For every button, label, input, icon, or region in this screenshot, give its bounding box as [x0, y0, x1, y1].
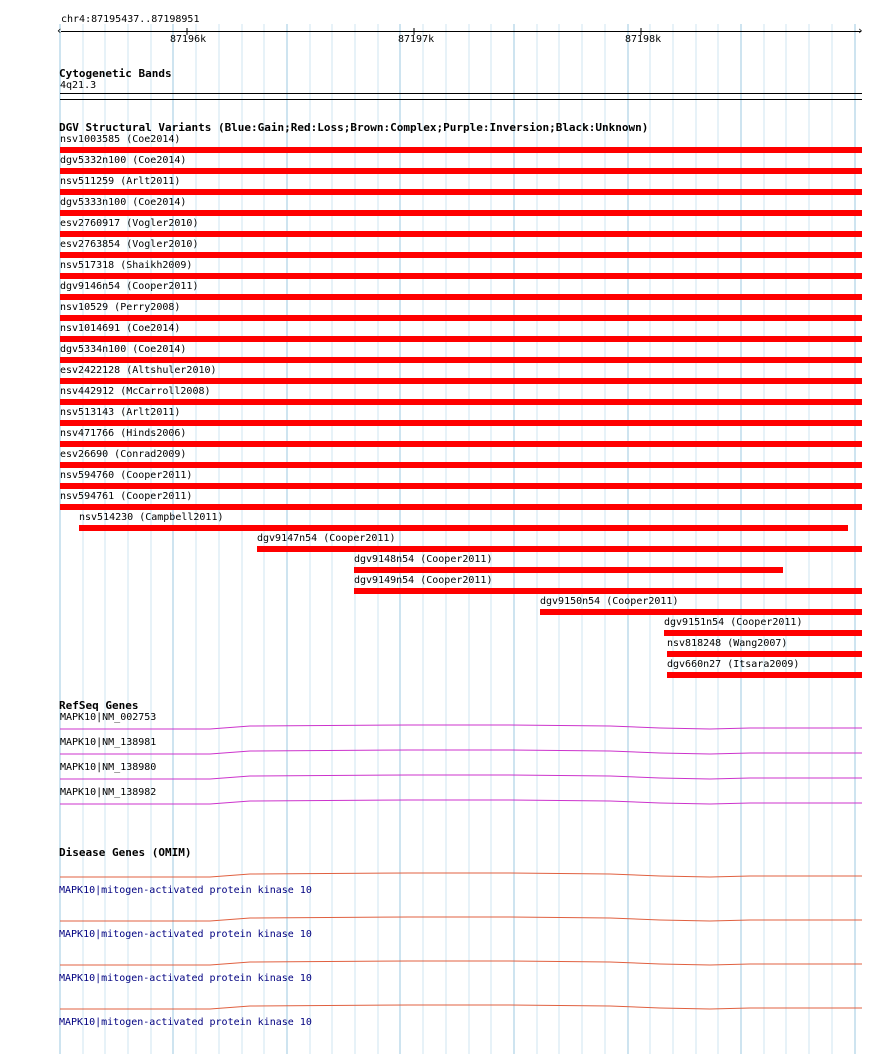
- dgv-variant-label[interactable]: nsv517318 (Shaikh2009): [60, 260, 193, 271]
- dgv-variant-label[interactable]: nsv514230 (Campbell2011): [79, 512, 224, 523]
- omim-entry-label[interactable]: MAPK10|mitogen-activated protein kinase 10: [59, 885, 312, 896]
- omim-track-title[interactable]: Disease Genes (OMIM): [59, 846, 192, 859]
- dgv-variant-label[interactable]: dgv9147n54 (Cooper2011): [257, 533, 396, 544]
- omim-entry-label[interactable]: MAPK10|mitogen-activated protein kinase 10: [59, 1017, 312, 1028]
- dgv-variant-label[interactable]: esv2760917 (Vogler2010): [60, 218, 199, 229]
- dgv-variant-label[interactable]: dgv9146n54 (Cooper2011): [60, 281, 199, 292]
- refseq-gene-label[interactable]: MAPK10|NM_002753: [60, 712, 157, 723]
- dgv-variant-label[interactable]: nsv471766 (Hinds2006): [60, 428, 187, 439]
- refseq-gene-model: [60, 750, 862, 754]
- refseq-gene-model: [60, 775, 862, 779]
- refseq-gene-label[interactable]: MAPK10|NM_138981: [60, 737, 157, 748]
- ruler-right-arrow: ›: [857, 24, 864, 37]
- dgv-variant-label[interactable]: dgv9148n54 (Cooper2011): [354, 554, 493, 565]
- refseq-track-title[interactable]: RefSeq Genes: [59, 699, 139, 712]
- omim-gene-model: [60, 961, 862, 965]
- ruler-location: chr4:87195437..87198951: [61, 14, 200, 25]
- dgv-variant-label[interactable]: dgv660n27 (Itsara2009): [667, 659, 800, 670]
- ruler-tick-label: 87197k: [398, 34, 435, 45]
- dgv-variant-label[interactable]: dgv5332n100 (Coe2014): [60, 155, 187, 166]
- dgv-variant-label[interactable]: esv2422128 (Altshuler2010): [60, 365, 217, 376]
- omim-gene-model: [60, 917, 862, 921]
- dgv-variant-label[interactable]: dgv9150n54 (Cooper2011): [540, 596, 679, 607]
- refseq-gene-label[interactable]: MAPK10|NM_138982: [60, 787, 157, 798]
- omim-gene-model: [60, 1005, 862, 1009]
- cytoband-track-title[interactable]: Cytogenetic Bands: [59, 67, 172, 80]
- dgv-variant-label[interactable]: nsv10529 (Perry2008): [60, 302, 181, 313]
- ruler-tick-label: 87198k: [625, 34, 662, 45]
- refseq-gene-label[interactable]: MAPK10|NM_138980: [60, 762, 157, 773]
- dgv-variant-label[interactable]: nsv511259 (Arlt2011): [60, 176, 181, 187]
- dgv-variant-label[interactable]: nsv594760 (Cooper2011): [60, 470, 193, 481]
- omim-entry-label[interactable]: MAPK10|mitogen-activated protein kinase 10: [59, 929, 312, 940]
- dgv-track-title[interactable]: DGV Structural Variants (Blue:Gain;Red:Loss;Brown:Complex;Purple:Inversion;Black:Unknown): [59, 121, 649, 134]
- refseq-gene-model: [60, 800, 862, 804]
- dgv-variant-label[interactable]: esv26690 (Conrad2009): [60, 449, 187, 460]
- ruler-left-arrow: ‹: [56, 24, 63, 37]
- dgv-variant-label[interactable]: dgv9149n54 (Cooper2011): [354, 575, 493, 586]
- dgv-variant-label[interactable]: nsv594761 (Cooper2011): [60, 491, 193, 502]
- cytoband-label: 4q21.3: [60, 80, 97, 91]
- dgv-variant-label[interactable]: nsv1014691 (Coe2014): [60, 323, 181, 334]
- ruler-tick-label: 87196k: [170, 34, 207, 45]
- omim-gene-model: [60, 873, 862, 877]
- refseq-gene-model: [60, 725, 862, 729]
- dgv-variant-label[interactable]: dgv5333n100 (Coe2014): [60, 197, 187, 208]
- omim-entry-label[interactable]: MAPK10|mitogen-activated protein kinase 10: [59, 973, 312, 984]
- dgv-variant-label[interactable]: nsv818248 (Wang2007): [667, 638, 788, 649]
- dgv-variant-label[interactable]: nsv1003585 (Coe2014): [60, 134, 181, 145]
- dgv-variant-label[interactable]: dgv9151n54 (Cooper2011): [664, 617, 803, 628]
- dgv-variant-label[interactable]: nsv513143 (Arlt2011): [60, 407, 181, 418]
- dgv-variant-label[interactable]: nsv442912 (McCarroll2008): [60, 386, 211, 397]
- dgv-variant-label[interactable]: esv2763854 (Vogler2010): [60, 239, 199, 250]
- dgv-variant-label[interactable]: dgv5334n100 (Coe2014): [60, 344, 187, 355]
